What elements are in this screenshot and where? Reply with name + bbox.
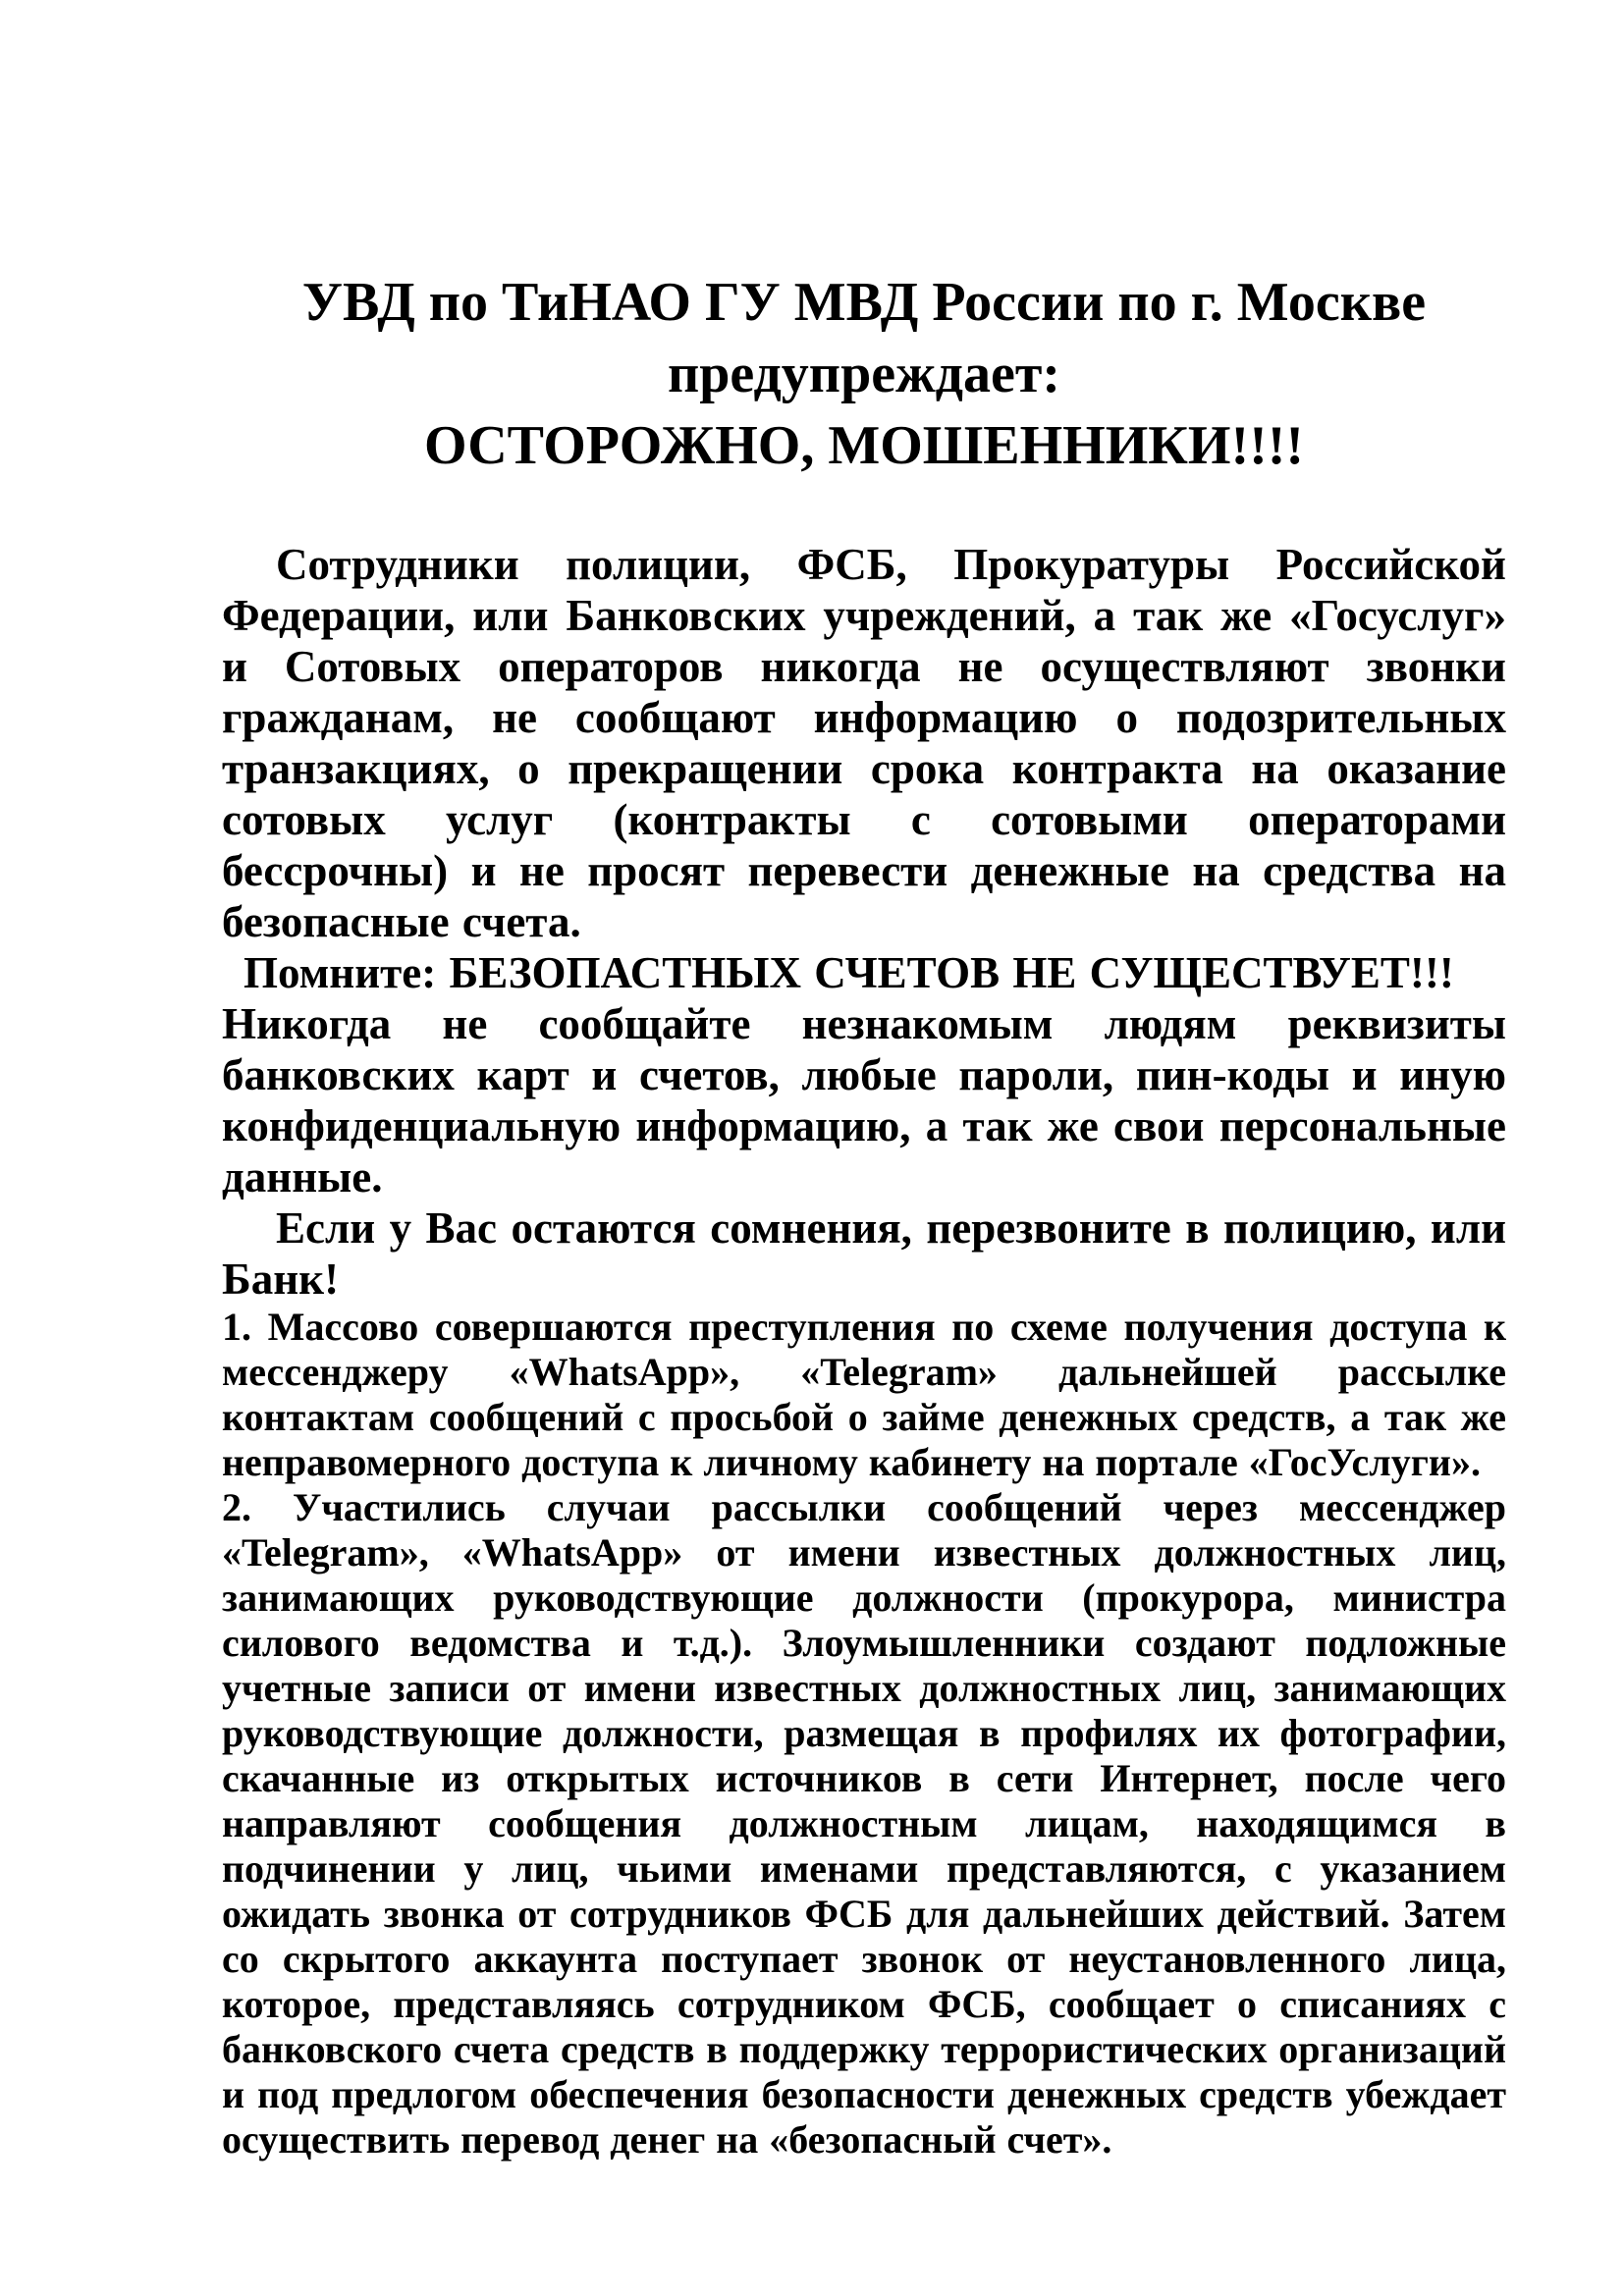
scheme-item-1: 1. Массово совершаются преступления по схеме получения доступа к мессенджеру «WhatsApp», «Telegram» дальнейшей рассылке контактам сообщений с просьбой о займе денежных средств, а так же неправомерного доступа к личному кабинету на портале «ГосУслуги».	[222, 1305, 1506, 1484]
scheme-item-2: 2. Участились случаи рассылки сообщений через мессенджер «Telegram», «WhatsApp» от имени известных должностных лиц, занимающих руководствующие должности (прокурора, министра силового ведомства и т.д.). Злоумышленники создают подложные учетные записи от имени известных должностных лиц, занимающих руководствующие должности, размещая в профилях их фотографии, скачанные из открытых источников в сети Интернет, после чего направляют сообщения должностным лицам, находящимся в подчинении у лиц, чьими именами представляются, с указанием ожидать звонка от сотрудников ФСБ для дальнейших действий. Затем со скрытого аккаунта поступает звонок от неустановленного лица, которое, представляясь сотрудником ФСБ, сообщает о списаниях с банковского счета средств в поддержку террористических организаций и под предлогом обеспечения безопасности денежных средств убеждает осуществить перевод денег на «безопасный счет».	[222, 1485, 1506, 2162]
doubts-paragraph: Если у Вас остаются сомнения, перезвоните в полицию, или Банк!	[222, 1203, 1506, 1304]
title-line-3: ОСТОРОЖНО, МОШЕННИКИ!!!!	[423, 415, 1305, 476]
document-content	[222, 267, 1506, 2163]
document-title	[222, 267, 1506, 482]
title-line-1: УВД по ТиНАО ГУ МВД России по г. Москве	[301, 272, 1427, 333]
reminder-paragraph: Никогда не сообщайте незнакомым людям реквизиты банковских карт и счетов, любые пароли, пин-коды и иную конфиденциальную информацию, а так же свои персональные данные.	[222, 999, 1506, 1201]
intro-paragraph: Сотрудники полиции, ФСБ, Прокуратуры Российской Федерации, или Банковских учреждений, а так же «Госуслуг» и Сотовых операторов никогда не осуществляют звонки гражданам, не сообщают информацию о подозрительных транзакциях, о прекращении срока контракта на оказание сотовых услуг (контракты с сотовыми операторами бессрочны) и не просят перевести денежные на средства на безопасные счета.	[222, 540, 1506, 946]
reminder-heading: Помните: БЕЗОПАСТНЫХ СЧЕТОВ НЕ СУЩЕСТВУЕТ!!!	[244, 948, 1454, 997]
title-line-2: предупреждает:	[667, 344, 1061, 404]
